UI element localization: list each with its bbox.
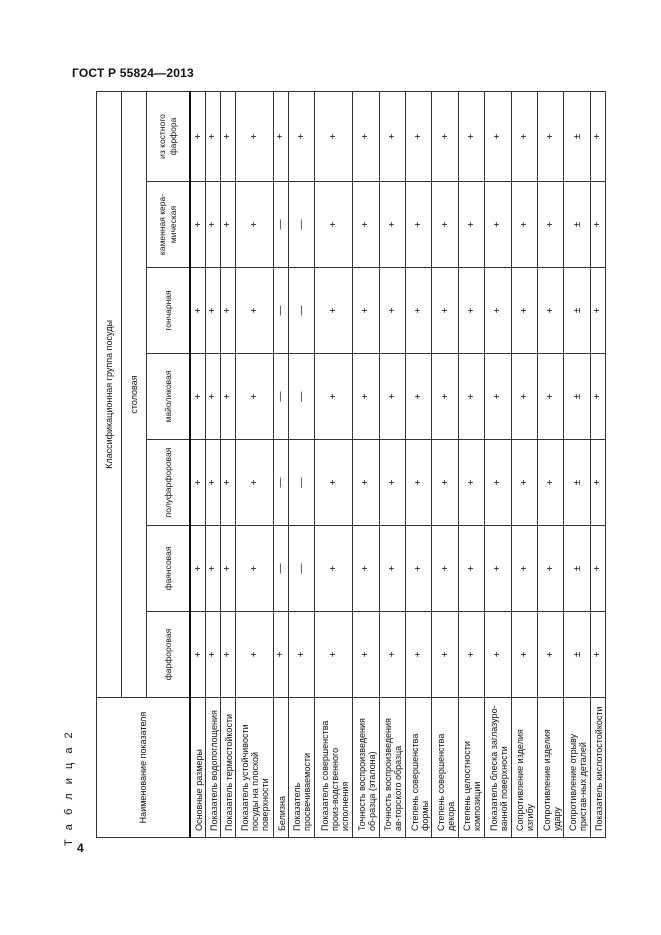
indicator-name: Сопротивление отрыву пристав-ных деталей [564,698,590,838]
applicability-mark: + [353,182,379,268]
table-header [97,91,191,837]
applicability-mark: + [220,526,235,612]
applicability-mark: + [538,612,564,698]
applicability-mark: + [485,182,511,268]
applicability-mark: + [590,91,605,181]
applicability-mark: + [458,268,484,354]
applicability-mark: + [315,182,353,268]
applicability-mark: + [190,526,206,612]
column-header: полуфарфоровая [147,440,191,526]
table-row [190,91,206,837]
applicability-mark: + [405,440,431,526]
applicability-mark: — [288,268,314,354]
applicability-mark: + [353,91,379,181]
applicability-mark: + [288,91,314,181]
applicability-mark: + [235,526,273,612]
applicability-mark: + [590,526,605,612]
applicability-mark: + [315,440,353,526]
indicator-name: Точность воспроизведения ав-торского образца [379,698,405,838]
applicability-mark: + [538,91,564,181]
applicability-mark: + [485,354,511,440]
applicability-mark: + [405,612,431,698]
applicability-mark: — [273,354,288,440]
table-row [458,91,484,837]
applicability-mark: + [379,91,405,181]
applicability-mark: + [206,354,221,440]
column-header: каменная кера- мическая [147,182,191,268]
applicability-mark: + [315,526,353,612]
table-row [379,91,405,837]
applicability-mark: + [235,91,273,181]
table-caption: Т а б л и ц а 2 [63,729,75,846]
applicability-mark: + [315,354,353,440]
applicability-mark: + [590,182,605,268]
table-row [538,91,564,837]
applicability-mark: + [405,354,431,440]
applicability-mark: + [379,526,405,612]
applicability-mark: + [511,354,537,440]
indicator-name: Белизна [273,698,288,838]
applicability-mark: + [405,91,431,181]
applicability-mark: + [190,612,206,698]
applicability-mark: + [511,440,537,526]
applicability-mark: + [353,526,379,612]
applicability-mark: + [379,354,405,440]
applicability-mark: ± [564,182,590,268]
applicability-mark: + [220,440,235,526]
applicability-mark: + [590,268,605,354]
applicability-mark: + [315,612,353,698]
applicability-mark: + [235,182,273,268]
table-body [190,91,606,837]
applicability-mark: + [458,526,484,612]
indicator-name: Показатель совершенства произ-водственного исполнения [315,698,353,838]
applicability-mark: ± [564,268,590,354]
indicator-name: Степень совершенства декора [432,698,458,838]
applicability-mark: + [485,526,511,612]
applicability-mark: + [458,91,484,181]
table-row [353,91,379,837]
column-header: гончарная [147,268,191,354]
column-header: фарфоровая [147,612,191,698]
applicability-mark: + [485,440,511,526]
applicability-mark: — [273,526,288,612]
table-row [564,91,590,837]
group-header: Классификационная группа посуды [97,91,122,697]
applicability-mark: — [288,440,314,526]
applicability-mark: + [458,440,484,526]
document-header: ГОСТ Р 55824—2013 [72,66,194,80]
applicability-mark: — [273,268,288,354]
applicability-mark: + [206,526,221,612]
applicability-mark: + [235,612,273,698]
table-row [485,91,511,837]
indicator-name: Сопротивление изделия удару [538,698,564,838]
applicability-mark: + [353,354,379,440]
indicator-name: Основные размеры [190,698,206,838]
applicability-mark: + [190,440,206,526]
applicability-mark: ± [564,526,590,612]
indicator-name: Сопротивление изделия изгибу [511,698,537,838]
applicability-mark: + [511,91,537,181]
applicability-mark: ± [564,91,590,181]
applicability-mark: + [485,268,511,354]
applicability-mark: — [273,440,288,526]
table-row [273,91,288,837]
applicability-mark: + [353,440,379,526]
applicability-mark: + [379,612,405,698]
indicator-name: Степень совершенства формы [405,698,431,838]
applicability-mark: + [432,91,458,181]
table-row [315,91,353,837]
applicability-mark: — [273,182,288,268]
applicability-mark: + [432,612,458,698]
applicability-mark: + [432,182,458,268]
applicability-mark: + [273,91,288,181]
applicability-mark: — [288,354,314,440]
applicability-mark: + [206,91,221,181]
table-row [590,91,605,837]
applicability-mark: + [590,354,605,440]
table-row [206,91,221,837]
applicability-mark: + [379,182,405,268]
applicability-mark: + [458,354,484,440]
applicability-mark: + [190,268,206,354]
table-row [235,91,273,837]
applicability-mark: + [432,440,458,526]
indicator-name: Показатель термостойкости [220,698,235,838]
column-header: из костного фарфора [147,91,191,181]
applicability-mark: — [288,526,314,612]
applicability-mark: + [220,182,235,268]
indicator-name: Степень целостности композиции [458,698,484,838]
indicator-table [96,91,606,838]
applicability-mark: + [405,268,431,354]
applicability-mark: + [235,268,273,354]
applicability-mark: + [190,182,206,268]
applicability-mark: ± [564,354,590,440]
applicability-mark: + [590,612,605,698]
applicability-mark: + [190,354,206,440]
applicability-mark: + [315,91,353,181]
applicability-mark: + [206,612,221,698]
applicability-mark: + [235,354,273,440]
applicability-mark: + [190,91,206,181]
applicability-mark: + [590,440,605,526]
applicability-mark: + [273,612,288,698]
applicability-mark: + [485,91,511,181]
table-row [220,91,235,837]
applicability-mark: + [353,268,379,354]
applicability-mark: + [432,354,458,440]
table-row [288,91,314,837]
applicability-mark: + [220,91,235,181]
applicability-mark: + [538,526,564,612]
column-header: майоликовая [147,354,191,440]
applicability-mark: + [206,440,221,526]
applicability-mark: + [432,526,458,612]
applicability-mark: + [235,440,273,526]
applicability-mark: + [379,440,405,526]
applicability-mark: + [511,182,537,268]
applicability-mark: + [458,612,484,698]
applicability-mark: + [538,354,564,440]
applicability-mark: + [405,526,431,612]
applicability-mark: ± [564,440,590,526]
applicability-mark: + [538,182,564,268]
applicability-mark: + [511,268,537,354]
applicability-mark: + [353,612,379,698]
applicability-mark: + [511,526,537,612]
table-row [432,91,458,837]
table-row [511,91,537,837]
indicator-name: Показатель просвечиваемости [288,698,314,838]
applicability-mark: + [315,268,353,354]
applicability-mark: + [511,612,537,698]
applicability-mark: + [432,268,458,354]
applicability-mark: + [220,612,235,698]
applicability-mark: + [405,182,431,268]
applicability-mark: ± [564,612,590,698]
indicator-name: Точность воспроизведения об-разца (эталона) [353,698,379,838]
applicability-mark: + [379,268,405,354]
name-column-header: Наименование показателя [97,698,191,838]
table-row [405,91,431,837]
applicability-mark: + [220,354,235,440]
indicator-name: Показатель водопоглощения [206,698,221,838]
applicability-mark: — [288,182,314,268]
page-number: 4 [77,841,84,855]
applicability-mark: + [288,612,314,698]
indicator-name: Показатель блеска заглазуро-ванной поверхности [485,698,511,838]
applicability-mark: + [538,440,564,526]
applicability-mark: + [485,612,511,698]
applicability-mark: + [538,268,564,354]
applicability-mark: + [206,182,221,268]
rotated-table [96,92,606,838]
applicability-mark: + [220,268,235,354]
subgroup-header: столовая [122,91,147,697]
column-header: фаянсовая [147,526,191,612]
indicator-name: Показатель кислотостойкости [590,698,605,838]
applicability-mark: + [206,268,221,354]
applicability-mark: + [458,182,484,268]
indicator-name: Показатель устойчивости посуды на плоской поверхности [235,698,273,838]
